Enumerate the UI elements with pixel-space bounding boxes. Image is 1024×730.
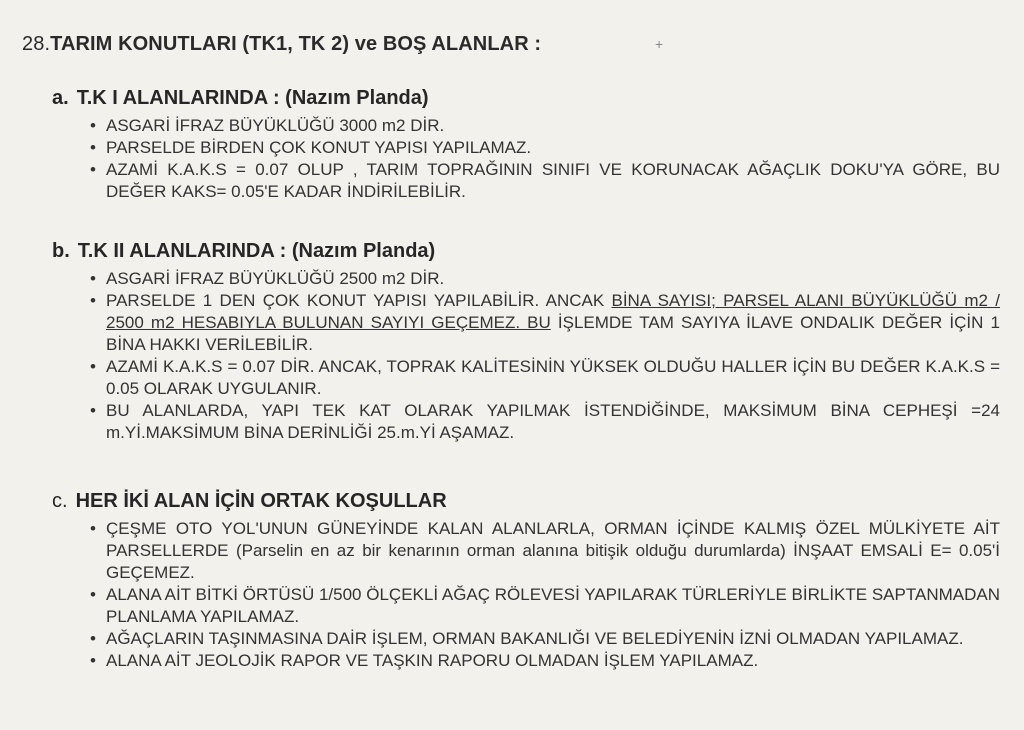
- list-item: • ALANA AİT BİTKİ ÖRTÜSÜ 1/500 ÖLÇEKLİ AĞAÇ RÖLEVESİ YAPILARAK TÜRLERİYLE BİRLİKTE SAPTANMADAN PLANLAMA YAPILAMAZ.: [88, 584, 1000, 628]
- title-text: TARIM KONUTLARI (TK1, TK 2) ve BOŞ ALANLAR :: [50, 33, 542, 55]
- list-item: • PARSELDE BİRDEN ÇOK KONUT YAPISI YAPILAMAZ.: [88, 137, 1000, 159]
- list-item: • BU ALANLARDA, YAPI TEK KAT OLARAK YAPILMAK İSTENDİĞİNDE, MAKSİMUM BİNA CEPHEŞİ =24 m.Yİ.MAKSİMUM BİNA DERİNLİĞİ 25.m.Yİ AŞAMAZ.: [88, 400, 1000, 444]
- section-a-list: [88, 115, 1000, 203]
- page-title: [22, 33, 541, 56]
- section-c-list: [88, 518, 1000, 672]
- section-b-list: [88, 268, 1000, 444]
- bullet-text: İŞLEMDE TAM SAYIYA İLAVE ONDALIK DEĞER İÇİN 1 BİNA HAKKI VERİLEBİLİR.: [106, 313, 1000, 354]
- list-item: • ASGARİ İFRAZ BÜYÜKLÜĞÜ 3000 m2 DİR.: [88, 115, 1000, 137]
- scan-speck-icon: +: [655, 36, 664, 52]
- list-item: • AZAMİ K.A.K.S = 0.07 DİR. ANCAK, TOPRAK KALİTESİNİN YÜKSEK OLDUĞU HALLER İÇİN BU DEĞER K.A.K.S = 0.05 OLARAK UYGULANIR.: [88, 356, 1000, 400]
- section-a-title: T.K I ALANLARINDA : (Nazım Planda): [76, 87, 429, 109]
- list-item: • AZAMİ K.A.K.S = 0.07 OLUP , TARIM TOPRAĞININ SINIFI VE KORUNACAK AĞAÇLIK DOKU'YA GÖRE, BU DEĞER KAKS= 0.05'E KADAR İNDİRİLEBİLİR.: [88, 159, 1000, 203]
- list-item: • ÇEŞME OTO YOL'UNUN GÜNEYİNDE KALAN ALANLARLA, ORMAN İÇİNDE KALMIŞ ÖZEL MÜLKİYETE AİT PARSELLERDE (Parselin en az bir kenarının orman alanına bitişik olduğu durumlarda) İNŞAAT EMSALİ E= 0.05'İ GEÇEMEZ.: [88, 518, 1000, 584]
- underlined-text: BİNA SAYISI; PARSEL ALANI BÜYÜKLÜĞÜ m2 / 2500 m2 HESABIYLA BULUNAN SAYIYI GEÇEMEZ. BU: [106, 291, 1000, 332]
- list-item: • AĞAÇLARIN TAŞINMASINA DAİR İŞLEM, ORMAN BAKANLIĞI VE BELEDİYENİN İZNİ OLMADAN YAPILAMAZ.: [88, 628, 1000, 650]
- section-c-title: HER İKİ ALAN İÇİN ORTAK KOŞULLAR: [75, 490, 447, 512]
- section-b-heading: [52, 240, 435, 263]
- section-a-letter: a.: [52, 87, 69, 109]
- list-item: • ASGARİ İFRAZ BÜYÜKLÜĞÜ 2500 m2 DİR.: [88, 268, 1000, 290]
- section-b-title: T.K II ALANLARINDA : (Nazım Planda): [77, 240, 436, 262]
- section-c-letter: c.: [52, 490, 68, 512]
- section-c-heading: [52, 490, 447, 513]
- bullet-text: PARSELDE 1 DEN ÇOK KONUT YAPISI YAPILABİLİR. ANCAK: [106, 291, 612, 310]
- list-item: • ALANA AİT JEOLOJİK RAPOR VE TAŞKIN RAPORU OLMADAN İŞLEM YAPILAMAZ.: [88, 650, 1000, 672]
- list-item: [88, 290, 1000, 356]
- section-a-heading: [52, 87, 429, 110]
- section-b-letter: b.: [52, 240, 70, 262]
- title-number: 28.: [22, 33, 51, 55]
